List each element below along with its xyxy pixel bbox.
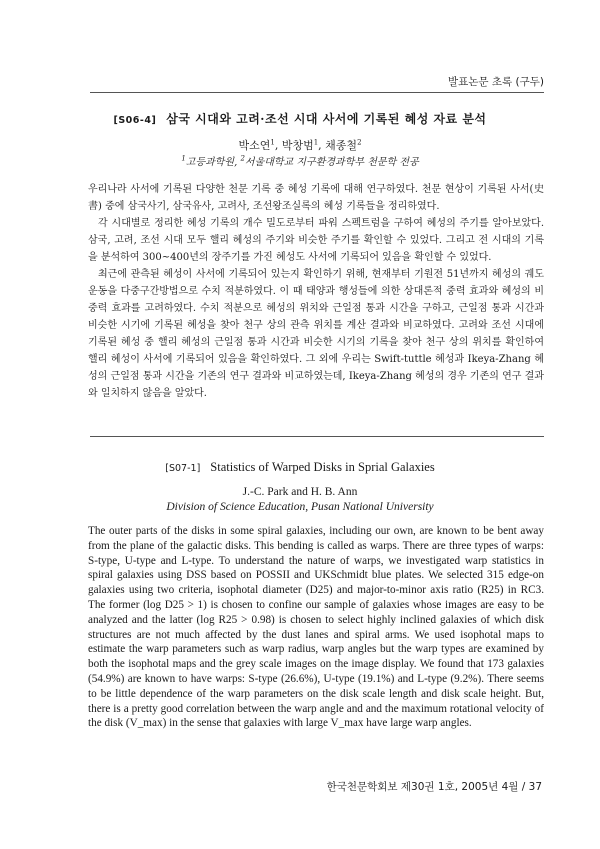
korean-affiliations	[0, 153, 600, 168]
abstract-paragraph: 최근에 관측된 혜성이 사서에 기록되어 있는지 확인하기 위해, 현재부터 기원전 51년까지 혜성의 궤도 운동을 다중구간방법으로 수치 적분하였다. 이 때 태양과 행성들에 의한 상대론적 중력 효과와 혜성의 비중력 효과를 고려하였다. 수치 적분으로 혜성의 위치와 근일점 통과 시간을 구하고, 근일점 통과 시간과 비슷한 시기에 기록된 혜성을 찾아 천구 상의 관측 위치를 계산 결과와 비교하였다. 고려와 조선 시대에 기록된 혜성 중 핼리 혜성의 근일점 통과 시간과 비슷한 시기의 기록을 찾아 천구 상의 위치를 확인하여 핼리 혜성이 사서에 기록되어 있음을 확인하였다. 그 외에 우리는 Swift-tuttle 혜성과 Ikeya-Zhang 혜성의 근일점 통과 시간을 기존의 연구 결과와 비교하였는데, Ikeya-Zhang 혜성의 경우 기존의 연구 결과와 일치하지 않음을 알았다.	[88, 269, 544, 399]
section-divider	[90, 436, 544, 437]
section-header: 발표논문 초록 (구두)	[447, 76, 544, 88]
author-name: 박창범	[281, 139, 314, 152]
english-affiliation: Division of Science Education, Pusan National University	[166, 501, 434, 513]
english-authors: J.-C. Park and H. B. Ann	[242, 486, 358, 498]
english-abstract-body	[88, 524, 544, 731]
author-affiliation-mark: 2	[357, 138, 362, 147]
author-name: 박소연	[238, 139, 271, 152]
english-abstract-title	[0, 460, 600, 475]
author-affiliation-mark: 1	[270, 138, 275, 147]
author-separator: ,	[318, 139, 326, 152]
author-separator: ,	[274, 139, 282, 152]
author-name: 채종철	[325, 139, 358, 152]
english-abstract-code: [S07-1]	[165, 463, 201, 474]
affiliation-mark: 1	[181, 154, 186, 163]
english-title-text: Statistics of Warped Disks in Sprial Galaxies	[210, 460, 435, 474]
affiliation-text: 서울대학교 지구환경과학부 천문학 전공	[244, 157, 419, 168]
abstract-paragraph: 각 시대별로 정리한 혜성 기록의 개수 밀도로부터 파워 스펙트럼을 구하여 혜성의 주기를 알아보았다. 삼국, 고려, 조선 시대 모두 핼리 혜성의 주기와 비슷한 주기를 확인할 수 있었다. 그리고 전 시대의 기록을 분석하여 300~400년의 장주기를 가진 혜성도 사서에 기록되어 있음을 확인할 수 있었다.	[88, 218, 544, 263]
author-affiliation-mark: 1	[313, 138, 319, 147]
affiliation-text: 고등과학원,	[185, 157, 241, 168]
korean-abstract-body	[88, 181, 544, 402]
korean-abstract-code: [S06-4]	[113, 115, 157, 126]
korean-authors	[0, 137, 600, 153]
abstract-paragraph: 우리나라 사서에 기록된 다양한 천문 기록 중 혜성 기록에 대해 연구하였다. 천문 현상이 기록된 사서(史書) 중에 삼국사기, 삼국유사, 고려사, 조선왕조실록의 혜성 기록들을 정리하였다.	[88, 184, 544, 212]
abstract-paragraph: The outer parts of the disks in some spiral galaxies, including our own, are known to be bent away from the plane of the galactic disks. This bending is called as warps. There are three types of warps: S-type, U-type and L-type. To understand the nature of warps, we investigated warp statistics in spiral galaxies using DSS based on POSSII and UKSchmidt blue plates. We selected 315 edge-on galaxies using two criteria, isophotal diameter (D25) and major-to-minor axis ratio (R25) in RC3. The former (log D25 > 1) is chosen to confine our sample of galaxies whose images are easy to be analyzed and the latter (log R25 > 0.98) is chosen to select highly inclined galaxies of which disk structures are not much affected by the dust lanes and spiral arms. We used isophotal maps to estimate the warp parameters such as warp radius, warp angles but the warp types are examined by both the isophotal maps and the grey scale images on the image display. We found that 173 galaxies (54.9%) are known to have warps: S-type (26.6%), U-type (19.1%) and L-type (9.2%). There seems to be little dependence of the warp parameters on the disk scale length and disk scale height. But, there is a pretty good correlation between the warp angle and and the maximum rotational velocity of the disk (V_max) in the sense that galaxies with large V_max have large warp angles.	[88, 525, 544, 730]
korean-abstract-title	[0, 110, 600, 127]
korean-title-text: 삼국 시대와 고려·조선 시대 사서에 기록된 혜성 자료 분석	[166, 112, 487, 126]
page-footer: 한국천문학회보 제30권 1호, 2005년 4월 / 37	[326, 781, 542, 793]
affiliation-mark: 2	[240, 154, 245, 163]
top-divider	[90, 92, 544, 93]
